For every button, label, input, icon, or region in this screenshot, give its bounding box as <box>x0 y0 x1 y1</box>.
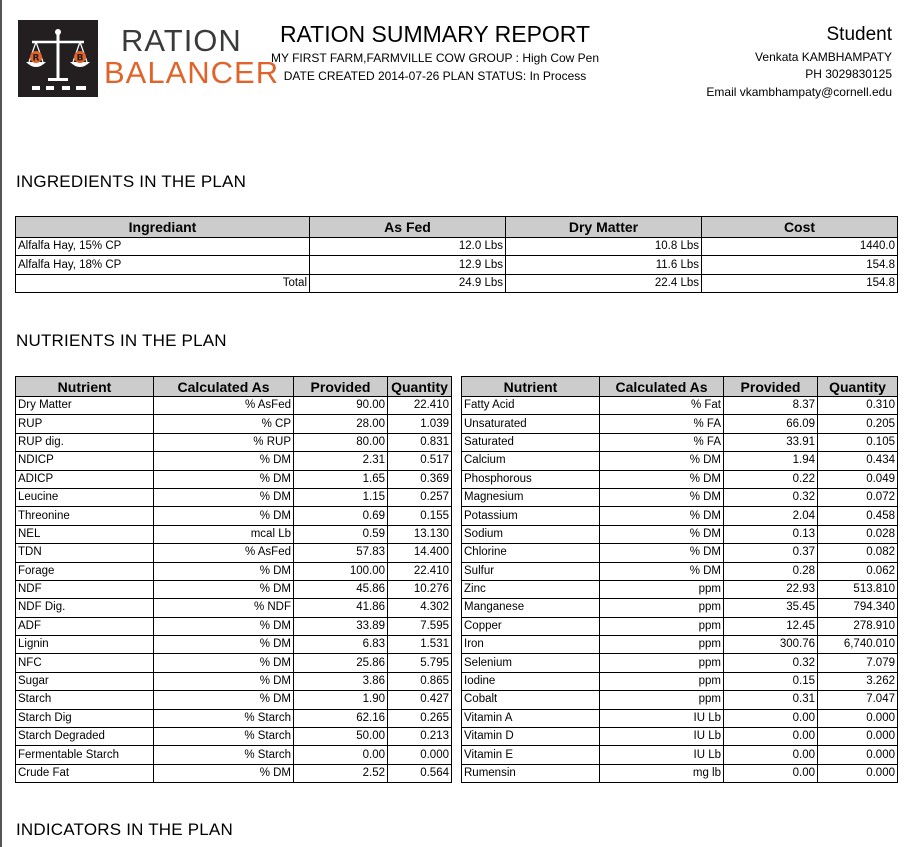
nutrient-name: Vitamin E <box>462 746 600 764</box>
calculated-as: mcal Lb <box>154 525 294 543</box>
provided: 33.89 <box>294 617 388 635</box>
ingredients-heading: INGREDIENTS IN THE PLAN <box>16 172 247 191</box>
provided: 0.15 <box>724 672 818 690</box>
calculated-as: % DM <box>600 507 724 525</box>
calculated-as: IU Lb <box>600 728 724 746</box>
nutrient-name: Forage <box>16 562 154 580</box>
calculated-as: % AsFed <box>154 544 294 562</box>
table-row <box>462 691 898 709</box>
calculated-as: % DM <box>154 672 294 690</box>
quantity: 0.458 <box>818 507 898 525</box>
quantity: 22.410 <box>388 397 452 415</box>
quantity: 0.369 <box>388 470 452 488</box>
nutrient-name: ADICP <box>16 470 154 488</box>
provided: 2.52 <box>294 764 388 782</box>
table-row <box>16 256 898 274</box>
quantity: 10.276 <box>388 580 452 598</box>
calculated-as: % Starch <box>154 728 294 746</box>
quantity: 13.130 <box>388 525 452 543</box>
table-row <box>462 433 898 451</box>
provided: 0.22 <box>724 470 818 488</box>
table-row <box>462 507 898 525</box>
calculated-as: % Starch <box>154 709 294 727</box>
nutrient-name: NFC <box>16 654 154 672</box>
calculated-as: % DM <box>154 617 294 635</box>
provided: 0.00 <box>724 746 818 764</box>
table-row <box>16 580 452 598</box>
quantity: 513.810 <box>818 580 898 598</box>
provided: 300.76 <box>724 636 818 654</box>
nutrient-name: Potassium <box>462 507 600 525</box>
calculated-as: % DM <box>154 580 294 598</box>
nutrient-name: Starch Dig <box>16 709 154 727</box>
table-row <box>16 470 452 488</box>
provided: 0.28 <box>724 562 818 580</box>
calculated-as: ppm <box>600 672 724 690</box>
cost: 154.8 <box>702 256 898 274</box>
quantity: 7.079 <box>818 654 898 672</box>
total-cost: 154.8 <box>702 274 898 292</box>
quantity: 0.427 <box>388 691 452 709</box>
provided: 0.37 <box>724 544 818 562</box>
ingredient-name: Alfalfa Hay, 15% CP <box>16 238 310 256</box>
table-row <box>462 746 898 764</box>
ingredients-table <box>15 216 898 293</box>
table-row <box>16 562 452 580</box>
table-row <box>462 764 898 782</box>
table-row <box>462 470 898 488</box>
quantity: 0.205 <box>818 415 898 433</box>
total-row <box>16 274 898 292</box>
calculated-as: % DM <box>154 764 294 782</box>
quantity: 0.062 <box>818 562 898 580</box>
column-header: Calculated As <box>154 377 294 397</box>
provided: 41.86 <box>294 599 388 617</box>
nutrient-name: RUP dig. <box>16 433 154 451</box>
nutrient-name: Leucine <box>16 488 154 506</box>
calculated-as: % AsFed <box>154 397 294 415</box>
as-fed: 12.9 Lbs <box>310 256 506 274</box>
table-row <box>462 525 898 543</box>
table-row <box>16 599 452 617</box>
table-row <box>462 636 898 654</box>
nutrient-name: Manganese <box>462 599 600 617</box>
calculated-as: ppm <box>600 580 724 598</box>
table-row <box>16 691 452 709</box>
nutrient-name: TDN <box>16 544 154 562</box>
quantity: 0.265 <box>388 709 452 727</box>
nutrient-name: NEL <box>16 525 154 543</box>
user-phone: PH 3029830125 <box>805 67 892 81</box>
table-row <box>16 452 452 470</box>
provided: 1.94 <box>724 452 818 470</box>
calculated-as: % CP <box>154 415 294 433</box>
calculated-as: % DM <box>600 452 724 470</box>
calculated-as: % Fat <box>600 397 724 415</box>
provided: 25.86 <box>294 654 388 672</box>
table-row <box>462 709 898 727</box>
nutrient-name: Fatty Acid <box>462 397 600 415</box>
calculated-as: % DM <box>600 470 724 488</box>
provided: 0.32 <box>724 488 818 506</box>
nutrient-name: Iron <box>462 636 600 654</box>
quantity: 22.410 <box>388 562 452 580</box>
quantity: 0.213 <box>388 728 452 746</box>
quantity: 0.831 <box>388 433 452 451</box>
table-row <box>16 488 452 506</box>
table-row <box>462 672 898 690</box>
table-row <box>16 746 452 764</box>
table-row <box>16 709 452 727</box>
quantity: 0.000 <box>818 746 898 764</box>
quantity: 0.028 <box>818 525 898 543</box>
table-row <box>16 636 452 654</box>
provided: 62.16 <box>294 709 388 727</box>
quantity: 0.517 <box>388 452 452 470</box>
nutrient-name: NDF Dig. <box>16 599 154 617</box>
column-header: Provided <box>294 377 388 397</box>
calculated-as: % DM <box>154 691 294 709</box>
table-row <box>16 525 452 543</box>
quantity: 1.039 <box>388 415 452 433</box>
nutrients-header-row <box>462 377 898 397</box>
logo-word-balancer: BALANCER <box>104 55 280 90</box>
provided: 0.00 <box>724 728 818 746</box>
provided: 1.90 <box>294 691 388 709</box>
calculated-as: % DM <box>154 507 294 525</box>
calculated-as: % DM <box>154 562 294 580</box>
nutrient-name: Chlorine <box>462 544 600 562</box>
calculated-as: IU Lb <box>600 709 724 727</box>
provided: 0.31 <box>724 691 818 709</box>
nutrient-name: Zinc <box>462 580 600 598</box>
table-row <box>16 728 452 746</box>
quantity: 0.072 <box>818 488 898 506</box>
provided: 0.59 <box>294 525 388 543</box>
column-header: As Fed <box>310 217 506 238</box>
provided: 0.13 <box>724 525 818 543</box>
calculated-as: % FA <box>600 433 724 451</box>
quantity: 0.049 <box>818 470 898 488</box>
nutrient-name: Threonine <box>16 507 154 525</box>
nutrient-name: Sulfur <box>462 562 600 580</box>
nutrient-name: Cobalt <box>462 691 600 709</box>
nutrients-table-right <box>461 376 898 783</box>
calculated-as: % DM <box>154 452 294 470</box>
provided: 45.86 <box>294 580 388 598</box>
provided: 12.45 <box>724 617 818 635</box>
nutrients-heading: NUTRIENTS IN THE PLAN <box>16 331 227 350</box>
nutrient-name: Saturated <box>462 433 600 451</box>
nutrients-table-left <box>15 376 452 783</box>
nutrient-name: Sugar <box>16 672 154 690</box>
quantity: 0.257 <box>388 488 452 506</box>
nutrient-name: NDICP <box>16 452 154 470</box>
ingredient-name: Alfalfa Hay, 18% CP <box>16 256 310 274</box>
provided: 22.93 <box>724 580 818 598</box>
table-row <box>16 507 452 525</box>
quantity: 278.910 <box>818 617 898 635</box>
quantity: 0.155 <box>388 507 452 525</box>
quantity: 0.000 <box>818 728 898 746</box>
calculated-as: % DM <box>154 636 294 654</box>
nutrient-name: Starch Degraded <box>16 728 154 746</box>
calculated-as: % DM <box>154 488 294 506</box>
nutrient-name: Selenium <box>462 654 600 672</box>
calculated-as: % DM <box>154 654 294 672</box>
nutrient-name: Crude Fat <box>16 764 154 782</box>
provided: 6.83 <box>294 636 388 654</box>
farm-group-line: MY FIRST FARM,FARMVILLE COW GROUP : High Cow Pen <box>270 51 600 65</box>
scale-icon <box>18 20 98 97</box>
provided: 35.45 <box>724 599 818 617</box>
column-header: Nutrient <box>16 377 154 397</box>
quantity: 0.082 <box>818 544 898 562</box>
logo-word-ration: RATION <box>121 23 242 58</box>
table-row <box>462 562 898 580</box>
provided: 3.86 <box>294 672 388 690</box>
quantity: 14.400 <box>388 544 452 562</box>
nutrient-name: Lignin <box>16 636 154 654</box>
quantity: 0.865 <box>388 672 452 690</box>
provided: 1.15 <box>294 488 388 506</box>
table-row <box>16 433 452 451</box>
calculated-as: % DM <box>600 562 724 580</box>
provided: 0.00 <box>294 746 388 764</box>
nutrient-name: Copper <box>462 617 600 635</box>
quantity: 794.340 <box>818 599 898 617</box>
calculated-as: ppm <box>600 691 724 709</box>
table-row <box>462 397 898 415</box>
column-header: Provided <box>724 377 818 397</box>
svg-text:B: B <box>76 53 84 64</box>
table-row <box>16 544 452 562</box>
calculated-as: % NDF <box>154 599 294 617</box>
quantity: 0.434 <box>818 452 898 470</box>
nutrient-name: NDF <box>16 580 154 598</box>
nutrient-name: Vitamin D <box>462 728 600 746</box>
quantity: 0.000 <box>818 764 898 782</box>
as-fed: 12.0 Lbs <box>310 238 506 256</box>
column-header: Calculated As <box>600 377 724 397</box>
table-row <box>462 415 898 433</box>
calculated-as: % DM <box>154 470 294 488</box>
date-status-line: DATE CREATED 2014-07-26 PLAN STATUS: In Process <box>283 69 587 83</box>
provided: 0.00 <box>724 764 818 782</box>
nutrient-name: Unsaturated <box>462 415 600 433</box>
table-row <box>16 415 452 433</box>
nutrient-name: Calcium <box>462 452 600 470</box>
nutrient-name: RUP <box>16 415 154 433</box>
nutrient-name: Dry Matter <box>16 397 154 415</box>
nutrient-name: Magnesium <box>462 488 600 506</box>
table-row <box>462 452 898 470</box>
quantity: 0.310 <box>818 397 898 415</box>
column-header: Cost <box>702 217 898 238</box>
provided: 1.65 <box>294 470 388 488</box>
table-row <box>462 544 898 562</box>
provided: 100.00 <box>294 562 388 580</box>
calculated-as: % Starch <box>154 746 294 764</box>
ingredients-header-row <box>16 217 898 238</box>
quantity: 7.047 <box>818 691 898 709</box>
indicators-heading: INDICATORS IN THE PLAN <box>16 820 233 839</box>
calculated-as: ppm <box>600 636 724 654</box>
table-row <box>462 599 898 617</box>
quantity: 0.000 <box>818 709 898 727</box>
table-row <box>462 617 898 635</box>
calculated-as: % RUP <box>154 433 294 451</box>
calculated-as: % FA <box>600 415 724 433</box>
nutrient-name: Iodine <box>462 672 600 690</box>
ration-balancer-logo <box>18 20 280 97</box>
provided: 2.31 <box>294 452 388 470</box>
provided: 80.00 <box>294 433 388 451</box>
provided: 57.83 <box>294 544 388 562</box>
report-title: RATION SUMMARY REPORT <box>279 21 591 47</box>
nutrient-name: Rumensin <box>462 764 600 782</box>
nutrient-name: ADF <box>16 617 154 635</box>
quantity: 0.564 <box>388 764 452 782</box>
provided: 50.00 <box>294 728 388 746</box>
calculated-as: ppm <box>600 654 724 672</box>
calculated-as: IU Lb <box>600 746 724 764</box>
quantity: 7.595 <box>388 617 452 635</box>
nutrients-header-row <box>16 377 452 397</box>
nutrient-name: Sodium <box>462 525 600 543</box>
table-row <box>16 654 452 672</box>
quantity: 0.000 <box>388 746 452 764</box>
column-header: Dry Matter <box>506 217 702 238</box>
provided: 2.04 <box>724 507 818 525</box>
column-header: Nutrient <box>462 377 600 397</box>
table-row <box>16 238 898 256</box>
table-row <box>462 580 898 598</box>
user-email: Email vkambhampaty@cornell.edu <box>706 85 892 99</box>
quantity: 0.105 <box>818 433 898 451</box>
cost: 1440.0 <box>702 238 898 256</box>
dry-matter: 11.6 Lbs <box>506 256 702 274</box>
table-row <box>16 672 452 690</box>
provided: 28.00 <box>294 415 388 433</box>
calculated-as: % DM <box>600 525 724 543</box>
total-as-fed: 24.9 Lbs <box>310 274 506 292</box>
column-header: Quantity <box>818 377 898 397</box>
calculated-as: mg lb <box>600 764 724 782</box>
nutrient-name: Vitamin A <box>462 709 600 727</box>
column-header: Ingrediant <box>16 217 310 238</box>
provided: 33.91 <box>724 433 818 451</box>
table-row <box>16 617 452 635</box>
calculated-as: ppm <box>600 617 724 635</box>
quantity: 6,740.010 <box>818 636 898 654</box>
total-dry-matter: 22.4 Lbs <box>506 274 702 292</box>
nutrient-name: Phosphorous <box>462 470 600 488</box>
provided: 0.32 <box>724 654 818 672</box>
quantity: 1.531 <box>388 636 452 654</box>
table-row <box>16 764 452 782</box>
provided: 0.69 <box>294 507 388 525</box>
provided: 90.00 <box>294 397 388 415</box>
user-role: Student <box>826 24 892 45</box>
page-left-border <box>0 0 2 847</box>
nutrient-name: Fermentable Starch <box>16 746 154 764</box>
provided: 0.00 <box>724 709 818 727</box>
provided: 8.37 <box>724 397 818 415</box>
quantity: 3.262 <box>818 672 898 690</box>
quantity: 4.302 <box>388 599 452 617</box>
calculated-as: % DM <box>600 488 724 506</box>
table-row <box>462 728 898 746</box>
column-header: Quantity <box>388 377 452 397</box>
dry-matter: 10.8 Lbs <box>506 238 702 256</box>
quantity: 5.795 <box>388 654 452 672</box>
nutrient-name: Starch <box>16 691 154 709</box>
table-row <box>16 397 452 415</box>
table-row <box>462 654 898 672</box>
svg-text:R: R <box>32 53 40 64</box>
user-name: Venkata KAMBHAMPATY <box>755 50 892 64</box>
calculated-as: ppm <box>600 599 724 617</box>
provided: 66.09 <box>724 415 818 433</box>
total-label: Total <box>16 274 310 292</box>
table-row <box>462 488 898 506</box>
calculated-as: % DM <box>600 544 724 562</box>
